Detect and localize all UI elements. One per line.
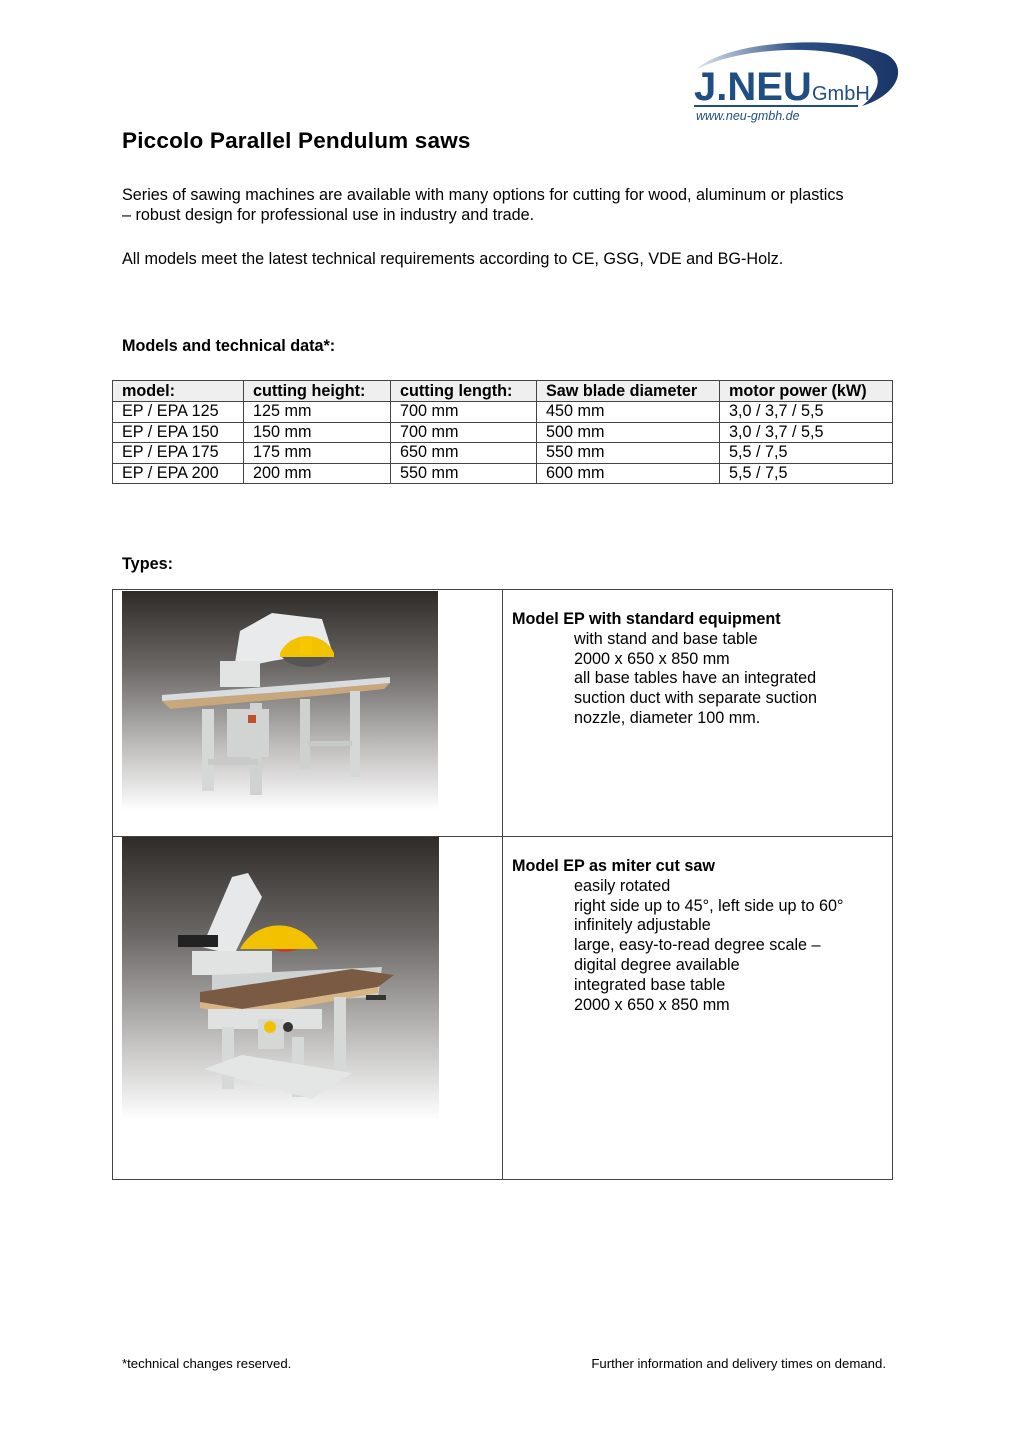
type-description xyxy=(503,590,892,729)
table-row xyxy=(113,463,893,484)
cell-cutting-length: 550 mm xyxy=(391,463,537,484)
cell-cutting-length: 700 mm xyxy=(391,402,537,423)
cell-motor-power: 3,0 / 3,7 / 5,5 xyxy=(720,422,893,443)
type-feature: suction duct with separate suction xyxy=(574,689,817,708)
type-image-cell xyxy=(113,590,503,837)
cell-model: EP / EPA 150 xyxy=(113,422,244,443)
type-row-miter xyxy=(113,837,893,1180)
header-cutting-height: cutting height: xyxy=(244,381,391,402)
company-logo xyxy=(686,36,902,126)
table-row xyxy=(113,402,893,423)
spec-table xyxy=(112,380,893,484)
cell-blade-diameter: 550 mm xyxy=(537,443,720,464)
table-row xyxy=(113,422,893,443)
spec-header-row xyxy=(113,381,893,402)
type-feature: large, easy-to-read degree scale – xyxy=(574,936,821,955)
type-feature: integrated base table xyxy=(574,975,726,994)
footer-info: Further information and delivery times on demand. xyxy=(591,1356,886,1371)
cell-model: EP / EPA 175 xyxy=(113,443,244,464)
cell-motor-power: 3,0 / 3,7 / 5,5 xyxy=(720,402,893,423)
intro-paragraph xyxy=(122,185,912,225)
type-feature: 2000 x 650 x 850 mm xyxy=(574,995,730,1014)
intro-line-1: Series of sawing machines are available with many options for cutting for wood, aluminum or plastics xyxy=(122,186,844,204)
cell-motor-power: 5,5 / 7,5 xyxy=(720,463,893,484)
cell-blade-diameter: 450 mm xyxy=(537,402,720,423)
type-feature: nozzle, diameter 100 mm. xyxy=(574,708,761,727)
type-feature: digital degree available xyxy=(574,955,740,974)
type-feature: easily rotated xyxy=(574,876,671,895)
pendulum-saw-miter-photo xyxy=(122,837,439,1120)
header-cutting-length: cutting length: xyxy=(391,381,537,402)
logo-swoosh-icon xyxy=(686,36,902,126)
type-feature: all base tables have an integrated xyxy=(574,669,817,688)
footer-note: *technical changes reserved. xyxy=(122,1356,292,1371)
type-feature: right side up to 45°, left side up to 60° xyxy=(574,896,844,915)
type-feature: 2000 x 650 x 850 mm xyxy=(574,649,730,668)
type-description xyxy=(503,837,892,1015)
type-feature: with stand and base table xyxy=(574,629,758,648)
type-desc-cell xyxy=(503,837,893,1180)
cell-cutting-length: 650 mm xyxy=(391,443,537,464)
logo-website: www.neu-gmbh.de xyxy=(696,109,800,123)
types-heading: Types: xyxy=(122,555,173,573)
cell-cutting-height: 150 mm xyxy=(244,422,391,443)
cell-motor-power: 5,5 / 7,5 xyxy=(720,443,893,464)
table-row xyxy=(113,443,893,464)
page-title: Piccolo Parallel Pendulum saws xyxy=(122,128,471,153)
type-title: Model EP as miter cut saw xyxy=(512,857,716,875)
logo-suffix: GmbH xyxy=(812,83,870,105)
cell-cutting-height: 200 mm xyxy=(244,463,391,484)
cell-cutting-length: 700 mm xyxy=(391,422,537,443)
header-motor-power: motor power (kW) xyxy=(720,381,893,402)
type-image-cell xyxy=(113,837,503,1180)
compliance-paragraph: All models meet the latest technical requirements according to CE, GSG, VDE and BG-Holz. xyxy=(122,250,784,268)
pendulum-saw-standard-photo xyxy=(122,591,438,811)
cell-blade-diameter: 500 mm xyxy=(537,422,720,443)
cell-cutting-height: 125 mm xyxy=(244,402,391,423)
cell-model: EP / EPA 200 xyxy=(113,463,244,484)
type-row-standard xyxy=(113,590,893,837)
header-model: model: xyxy=(113,381,244,402)
cell-blade-diameter: 600 mm xyxy=(537,463,720,484)
type-desc-cell xyxy=(503,590,893,837)
cell-model: EP / EPA 125 xyxy=(113,402,244,423)
type-feature: infinitely adjustable xyxy=(574,916,711,935)
models-heading: Models and technical data*: xyxy=(122,337,336,355)
logo-brand: J.NEU xyxy=(694,65,812,109)
cell-cutting-height: 175 mm xyxy=(244,443,391,464)
type-title: Model EP with standard equipment xyxy=(512,610,781,628)
types-table xyxy=(112,589,893,1180)
intro-line-2: – robust design for professional use in industry and trade. xyxy=(122,206,535,224)
header-blade-diameter: Saw blade diameter xyxy=(537,381,720,402)
